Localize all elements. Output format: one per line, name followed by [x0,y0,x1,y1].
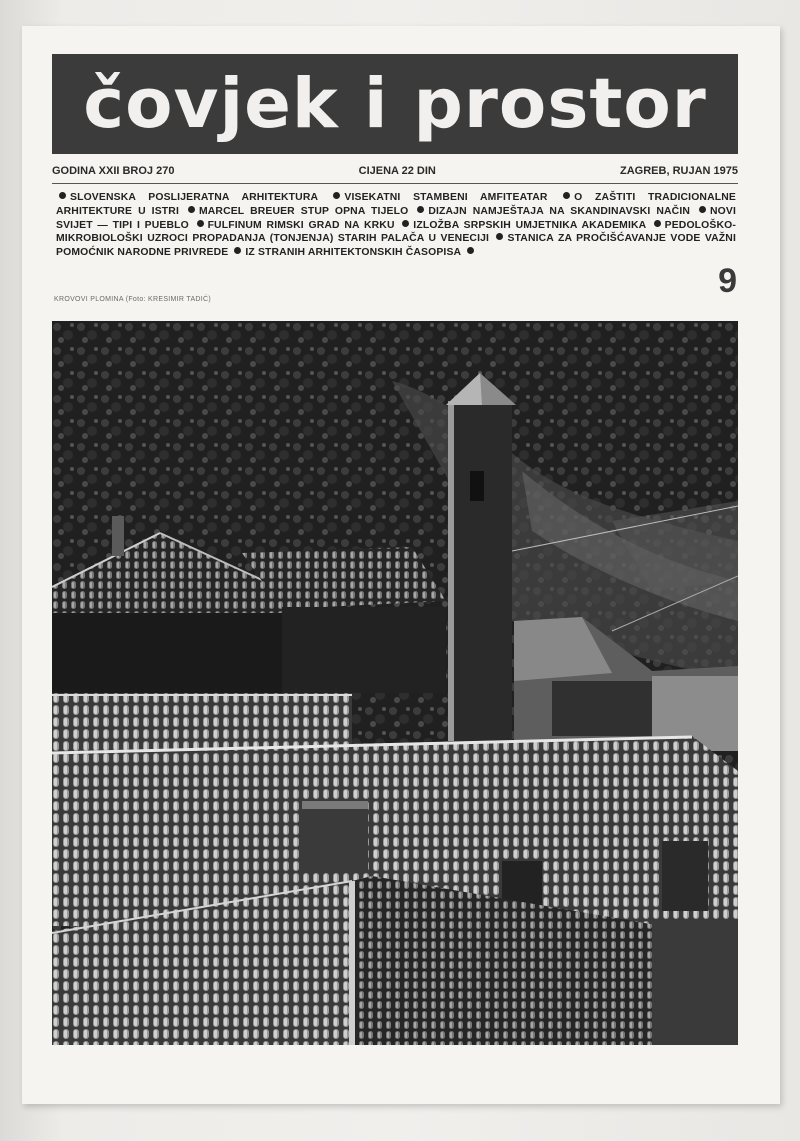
magazine-title: čovjek i prostor [83,63,707,144]
bullet-icon [417,206,424,213]
bullet-icon [234,247,241,254]
contents-item: SLOVENSKA POSLIJERATNA ARHITEKTURA [70,192,318,203]
price: CIJENA 22 DIN [358,165,436,177]
bullet-icon [699,206,706,213]
contents-item: FULFINUM RIMSKI GRAD NA KRKU [207,219,395,231]
photo-caption: KROVOVI PLOMINA (Foto: KRESIMIR TADIĆ) [54,296,212,303]
issue-number: 9 [718,262,737,300]
contents-item: IZ STRANIH ARHITEKTONSKIH ČASOPISA [245,247,461,259]
bullet-icon [467,247,474,254]
bullet-icon [197,220,204,227]
bullet-icon [333,192,340,199]
bullet-icon [654,220,661,227]
contents-item: MARCEL BREUER STUP OPNA TIJELO [198,205,409,217]
volume-number: GODINA XXII BROJ 270 [52,165,175,177]
bullet-icon [402,220,409,227]
contents-item: DIZAJN NAMJEŠTAJA NA SKANDINAVSKI NAČIN [428,205,691,217]
contents-item: VISEKATNI STAMBENI AMFITEATAR [344,192,548,203]
table-of-contents [56,191,736,260]
bullet-icon [188,206,195,213]
contents-item: IZLOŽBA SRPSKIH UMJETNIKA AKADEMIKA [413,219,646,231]
contents-item: STANICA ZA PROČIŠĆAVANJE VODE VAŽNI POMOĆNIK NARODNE PRIVREDE [56,233,736,259]
issue-info-bar [52,162,738,184]
contents-item: PEDOLOŠKO-MIKROBIOLOŠKI UZROCI PROPADANJA (TONJENJA) STARIH PALAČA U VENECIJI [56,219,736,245]
cover-photo [52,321,738,1045]
contents-item: NOVI SVIJET — TIPI I PUEBLO [56,205,737,231]
bullet-icon [59,192,66,199]
contents-item: O ZAŠTITI TRADICIONALNE ARHITEKTURE U ISTRI [56,192,736,217]
bullet-icon [496,233,503,240]
bullet-icon [563,192,570,199]
place-date: ZAGREB, RUJAN 1975 [620,165,738,177]
masthead [52,54,738,154]
